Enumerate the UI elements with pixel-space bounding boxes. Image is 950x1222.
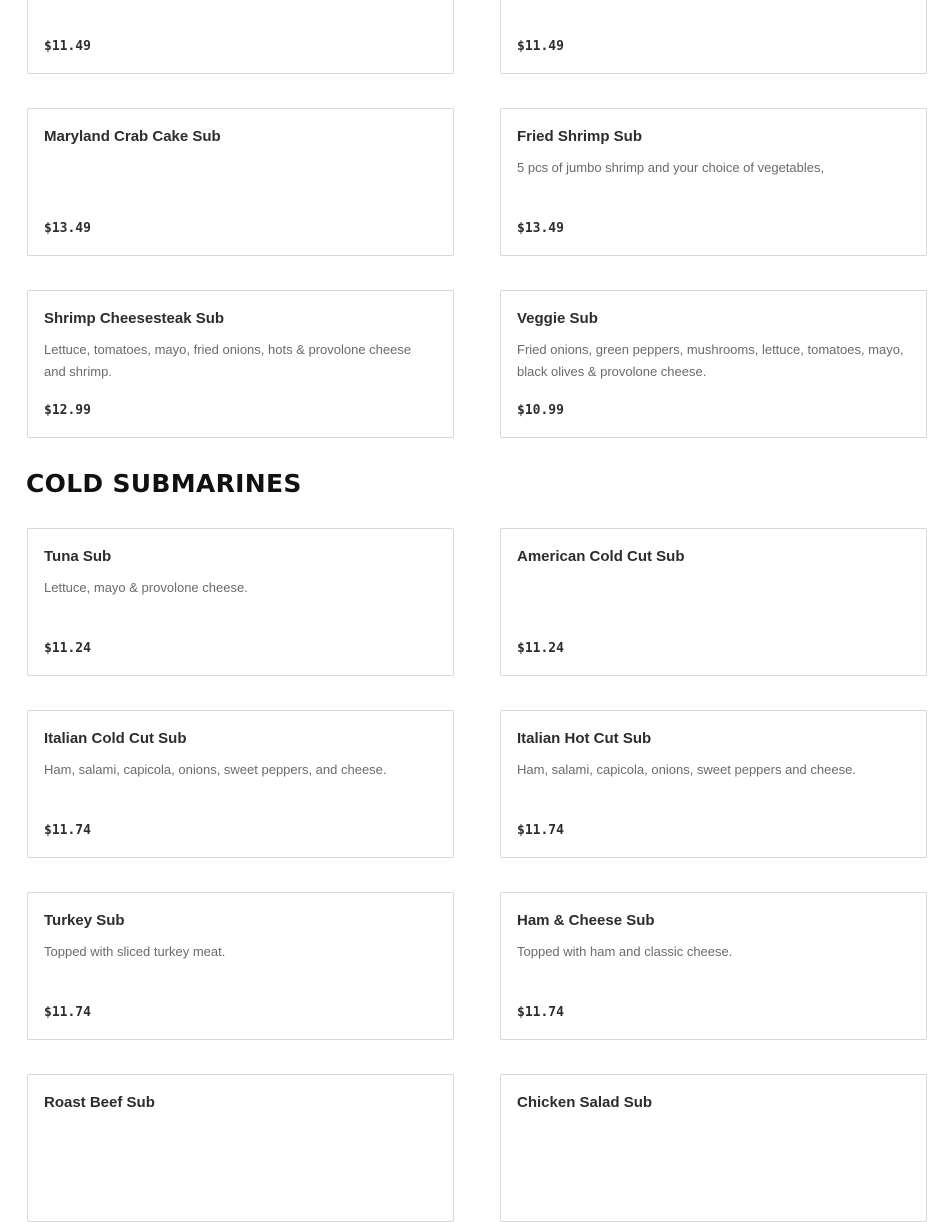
menu-item-card[interactable]	[27, 0, 454, 74]
menu-item-price: $11.74	[44, 1005, 91, 1020]
menu-item-card[interactable]	[27, 528, 454, 676]
menu-item-price: $13.49	[44, 221, 91, 236]
menu-item-name: Veggie Sub	[517, 310, 598, 327]
menu-item-description: Ham, salami, capicola, onions, sweet peppers and cheese.	[517, 762, 856, 777]
menu-item-price: $11.24	[44, 641, 91, 656]
menu-item-card[interactable]	[27, 1074, 454, 1222]
menu-item-name: Turkey Sub	[44, 912, 125, 929]
menu-item-description: Topped with sliced turkey meat.	[44, 944, 226, 959]
menu-item-price: $11.24	[517, 641, 564, 656]
menu-item-description: Ham, salami, capicola, onions, sweet peppers, and cheese.	[44, 762, 387, 777]
menu-item-card[interactable]	[27, 892, 454, 1040]
menu-item-price: $10.99	[517, 403, 564, 418]
menu-item-name: Italian Cold Cut Sub	[44, 730, 187, 747]
section-heading-cold-submarines: COLD SUBMARINES	[26, 469, 302, 498]
menu-item-price: $11.49	[44, 39, 91, 54]
menu-item-card[interactable]	[500, 0, 927, 74]
menu-item-card[interactable]	[27, 290, 454, 438]
menu-item-price: $13.49	[517, 221, 564, 236]
menu-item-card[interactable]	[500, 892, 927, 1040]
menu-item-price: $11.74	[517, 1005, 564, 1020]
menu-item-card[interactable]	[500, 710, 927, 858]
menu-item-card[interactable]	[500, 108, 927, 256]
menu-item-card[interactable]	[27, 710, 454, 858]
menu-item-card[interactable]	[500, 1074, 927, 1222]
menu-item-name: Italian Hot Cut Sub	[517, 730, 652, 747]
menu-item-card[interactable]	[27, 108, 454, 256]
menu-item-name: Shrimp Cheesesteak Sub	[44, 310, 225, 327]
menu-item-card[interactable]	[500, 528, 927, 676]
menu-item-name: American Cold Cut Sub	[517, 548, 685, 565]
menu-item-price: $12.99	[44, 403, 91, 418]
menu-item-price: $11.74	[44, 823, 91, 838]
menu-item-price: $11.49	[517, 39, 564, 54]
menu-item-name: Chicken Salad Sub	[517, 1094, 653, 1111]
menu-item-name: Roast Beef Sub	[44, 1094, 155, 1111]
menu-item-description: Lettuce, mayo & provolone cheese.	[44, 580, 248, 595]
menu-item-name: Fried Shrimp Sub	[517, 128, 643, 145]
menu-item-card[interactable]	[500, 290, 927, 438]
menu-item-name: Maryland Crab Cake Sub	[44, 128, 221, 145]
menu-item-price: $11.74	[517, 823, 564, 838]
menu-item-description: Topped with ham and classic cheese.	[517, 944, 733, 959]
menu-item-name: Tuna Sub	[44, 548, 112, 565]
menu-item-description: Fried onions, green peppers, mushrooms, lettuce, tomatoes, mayo, black olives & provolone cheese.	[517, 342, 904, 379]
menu-item-description: 5 pcs of jumbo shrimp and your choice of vegetables,	[517, 160, 825, 175]
menu-item-description: Lettuce, tomatoes, mayo, fried onions, hots & provolone cheese and shrimp.	[44, 342, 412, 379]
menu-item-name: Ham & Cheese Sub	[517, 912, 655, 929]
